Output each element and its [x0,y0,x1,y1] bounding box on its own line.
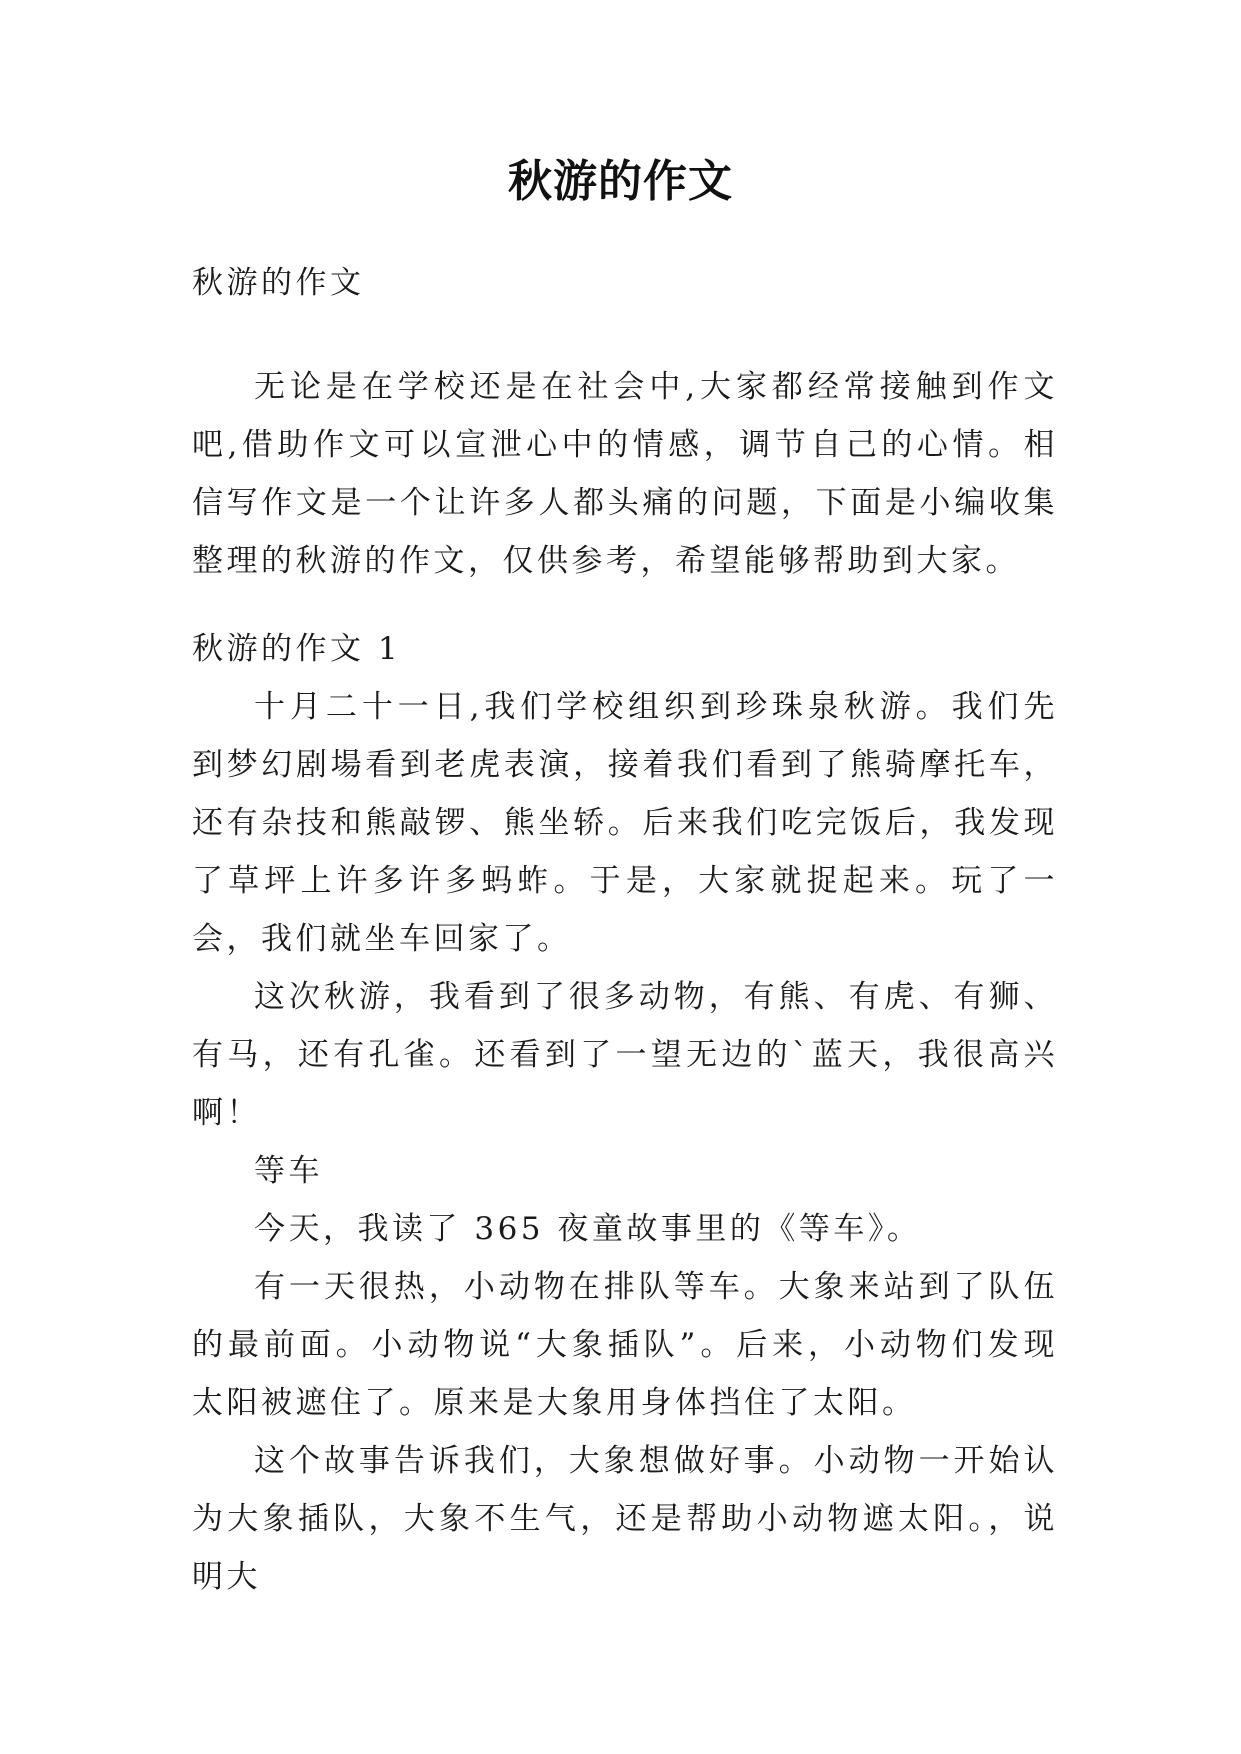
document-title: 秋游的作文 [508,156,733,207]
section-1 [192,620,1058,1606]
section-1-paragraph-2: 这次秋游，我看到了很多动物，有熊、有虎、有狮、有马，还有孔雀。还看到了一望无边的`蓝天，我很高兴啊！ [192,979,1058,1131]
section-1-paragraph-1: 十月二十一日,我们学校组织到珍珠泉秋游。我们先到梦幻剧場看到老虎表演，接着我们看到了熊骑摩托车，还有杂技和熊敲锣、熊坐轿。后来我们吃完饭后，我发现了草坪上许多许多蚂蚱。于是，大家就捉起来。玩了一会，我们就坐车回家了。 [192,689,1058,957]
section-2-heading: 等车 [254,1153,323,1189]
intro-block [192,358,1058,590]
section-2-paragraph-2: 有一天很热，小动物在排队等车。大象来站到了队伍的最前面。小动物说“大象插队”。后来，小动物们发现太阳被遮住了。原来是大象用身体挡住了太阳。 [192,1269,1058,1421]
sub-title-block [192,254,1058,312]
section-1-heading: 秋游的作文 1 [192,631,402,667]
intro-paragraph: 无论是在学校还是在社会中,大家都经常接触到作文吧,借助作文可以宣泄心中的情感，调节自己的心情。相信写作文是一个让许多人都头痛的问题，下面是小编收集整理的秋游的作文，仅供参考，希望能够帮助到大家。 [192,369,1058,579]
sub-title: 秋游的作文 [192,265,365,301]
section-2-paragraph-1: 今天，我读了 365 夜童故事里的《等车》。 [254,1211,922,1247]
section-2-paragraph-3: 这个故事告诉我们，大象想做好事。小动物一开始认为大象插队，大象不生气，还是帮助小动物遮太阳。，说明大 [192,1443,1058,1595]
